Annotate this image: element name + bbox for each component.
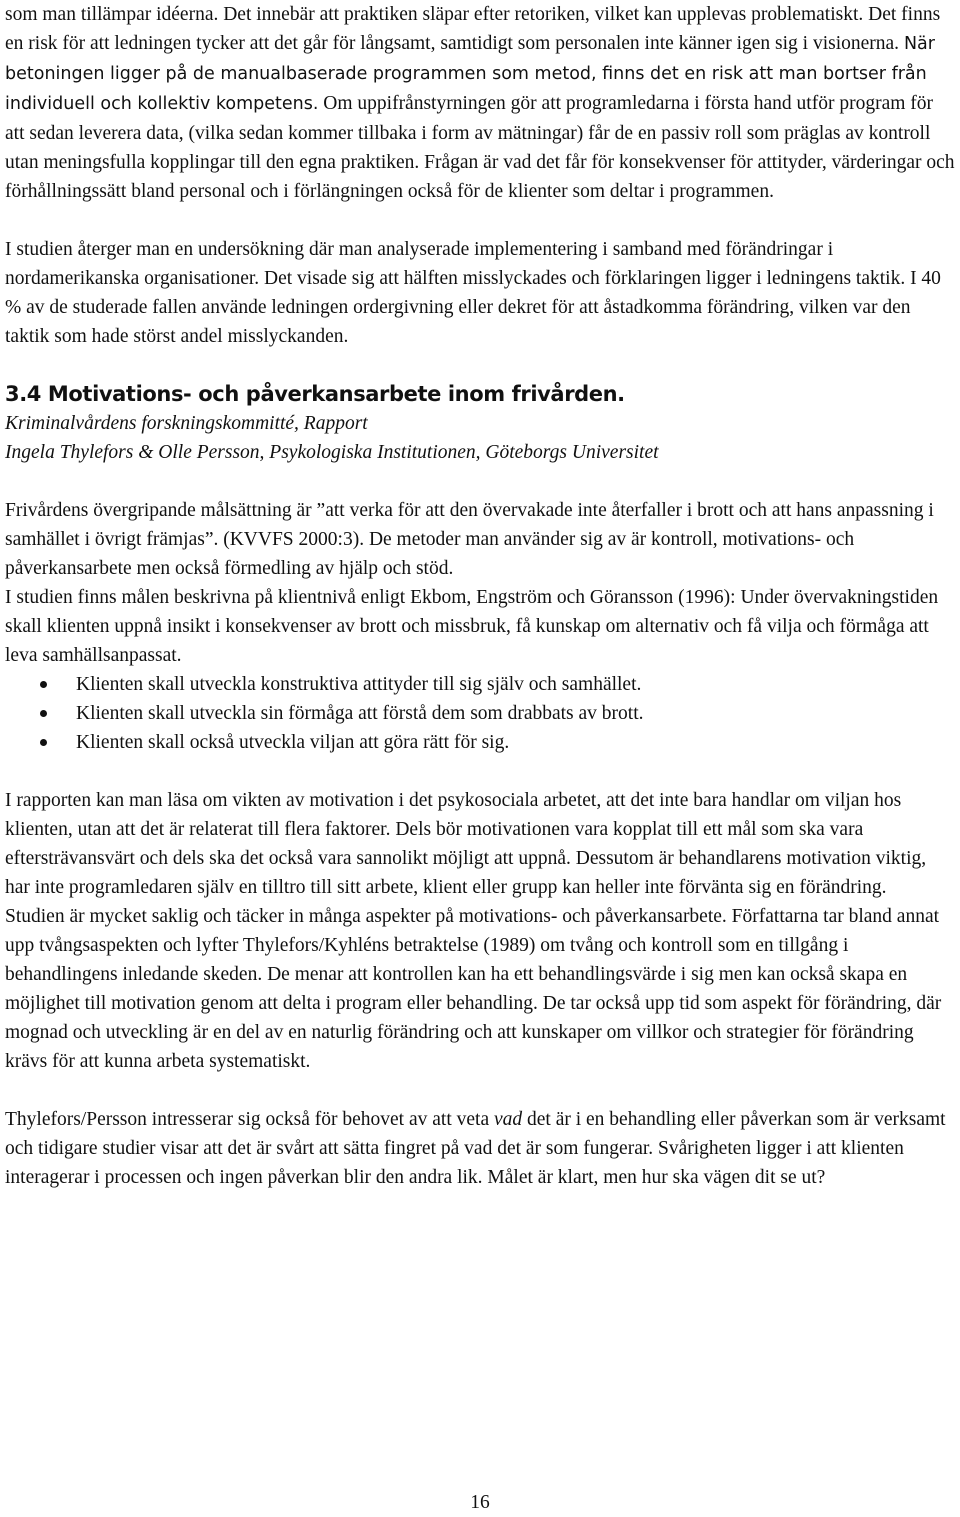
- paragraph-7-before: Thylefors/Persson intresserar sig också för behovet av att veta: [5, 1109, 494, 1130]
- bullet-icon: [40, 739, 47, 746]
- list-item: [0, 670, 960, 699]
- list-item-text: Klienten skall också utveckla viljan att göra rätt för sig.: [76, 732, 510, 753]
- list-item: [0, 699, 960, 728]
- paragraph-3: Frivårdens övergripande målsättning är ”att verka för att den övervakade inte återfaller i brott och att hans anpassning i samhället i övrigt främjas”. (KVVFS 2000:3). De metoder man använder sig av är kontroll, motivations- och påverkansarbete men också förmedling av hjälp och stöd.: [5, 500, 934, 579]
- spacer: [0, 757, 960, 786]
- bullet-icon: [40, 681, 47, 688]
- paragraph-4: I studien finns målen beskrivna på klientnivå enligt Ekbom, Engström och Göransson (1996): Under övervakningstiden skall klienten uppnå insikt i konsekvenser av brott och missbruk, få kunskap om alternativ och få vilja och förmåga att leva samhällsanpassat.: [5, 587, 939, 666]
- paragraph-1-part-b: När betoningen ligger på de manualbaserade programmen som metod, finns det en risk att man bortser från individuell och kollektiv kompetens.: [5, 34, 935, 114]
- spacer: [0, 1076, 960, 1105]
- list-item-text: Klienten skall utveckla sin förmåga att förstå dem som drabbats av brott.: [76, 703, 644, 724]
- spacer: [0, 206, 960, 235]
- paragraph-5: I rapporten kan man läsa om vikten av motivation i det psykosociala arbetet, att det inte bara handlar om viljan hos klienten, utan att det är relaterat till flera faktorer. Dels bör motivationen vara kopplat till ett mål som ska vara eftersträvansvärt och dels ska det också vara sannolikt möjligt att uppnå. Dessutom är behandlarens motivation viktig, har inte programledaren själv en tilltro till sitt arbete, klient eller grupp kan heller inte förvänta sig en förändring.: [5, 790, 927, 898]
- paragraph-1-part-c: Om uppifrånstyrningen gör att programledarna i första hand utför program för att sedan leverera data, (vilka sedan kommer tillbaka i form av mätningar) får de en passiv roll som präglas av kontroll utan meningsfulla kopplingar till den egna praktiken. Frågan är vad det får för konsekvenser för attityder, värderingar och förhållningssätt bland personal och i förlängningen också för de klienter som deltar i programmen.: [5, 93, 955, 202]
- spacer: [0, 467, 960, 496]
- paragraph-1-part-a: som man tillämpar idéerna. Det innebär att praktiken släpar efter retoriken, vilket kan upplevas problematiskt. Det finns en risk för att ledningen tycker att det går för långsamt, samtidigt som personalen inte känner igen sig i visionerna.: [5, 4, 941, 54]
- section-heading: 3.4 Motivations- och påverkansarbete inom frivården.: [5, 382, 625, 406]
- paragraph-1: [0, 0, 955, 206]
- page-number: 16: [470, 1492, 490, 1513]
- list-item: [0, 728, 960, 757]
- source-line-1: Kriminalvårdens forskningskommitté, Rapport: [5, 413, 368, 434]
- paragraph-7: [0, 1105, 955, 1192]
- source-line-2: Ingela Thylefors & Olle Persson, Psykologiska Institutionen, Göteborgs Universitet: [5, 442, 659, 463]
- bullet-icon: [40, 710, 47, 717]
- goals-list: [0, 670, 960, 757]
- paragraph-2: I studien återger man en undersökning där man analyserade implementering i samband med förändringar i nordamerikanska organisationer. Det visade sig att hälften misslyckades och förklaringen ligger i ledningens taktik. I 40 % av de studerade fallen använde ledningen ordergivning eller dekret för att åstadkomma förändring, vilken var den taktik som hade störst andel misslyckanden.: [5, 239, 941, 347]
- list-item-text: Klienten skall utveckla konstruktiva attityder till sig själv och samhället.: [76, 674, 642, 695]
- paragraph-6: Studien är mycket saklig och täcker in många aspekter på motivations- och påverkansarbete. Författarna tar bland annat upp tvångsaspekten och lyfter Thylefors/Kyhléns betraktelse (1989) om tvång och kontroll som en tillgång i behandlingens inledande skeden. De menar att kontrollen kan ha ett behandlingsvärde i sig men kan också skapa en möjlighet till motivation genom att delta i program eller behandling. De tar också upp tid som aspekt för förändring, där mognad och utveckling är en del av en naturlig förändring och att kunskaper om villkor och strategier för förändring krävs för att kunna arbeta systematiskt.: [5, 906, 942, 1072]
- paragraph-7-after: det är i en behandling eller påverkan som är verksamt och tidigare studier visar att det är svårt att sätta fingret på vad det är som fungerar. Svårigheten ligger i att klienten interagerar i processen och ingen påverkan blir den andra lik. Målet är klart, men hur ska vägen dit se ut?: [5, 1109, 946, 1188]
- paragraph-7-emphasis: vad: [493, 1109, 523, 1130]
